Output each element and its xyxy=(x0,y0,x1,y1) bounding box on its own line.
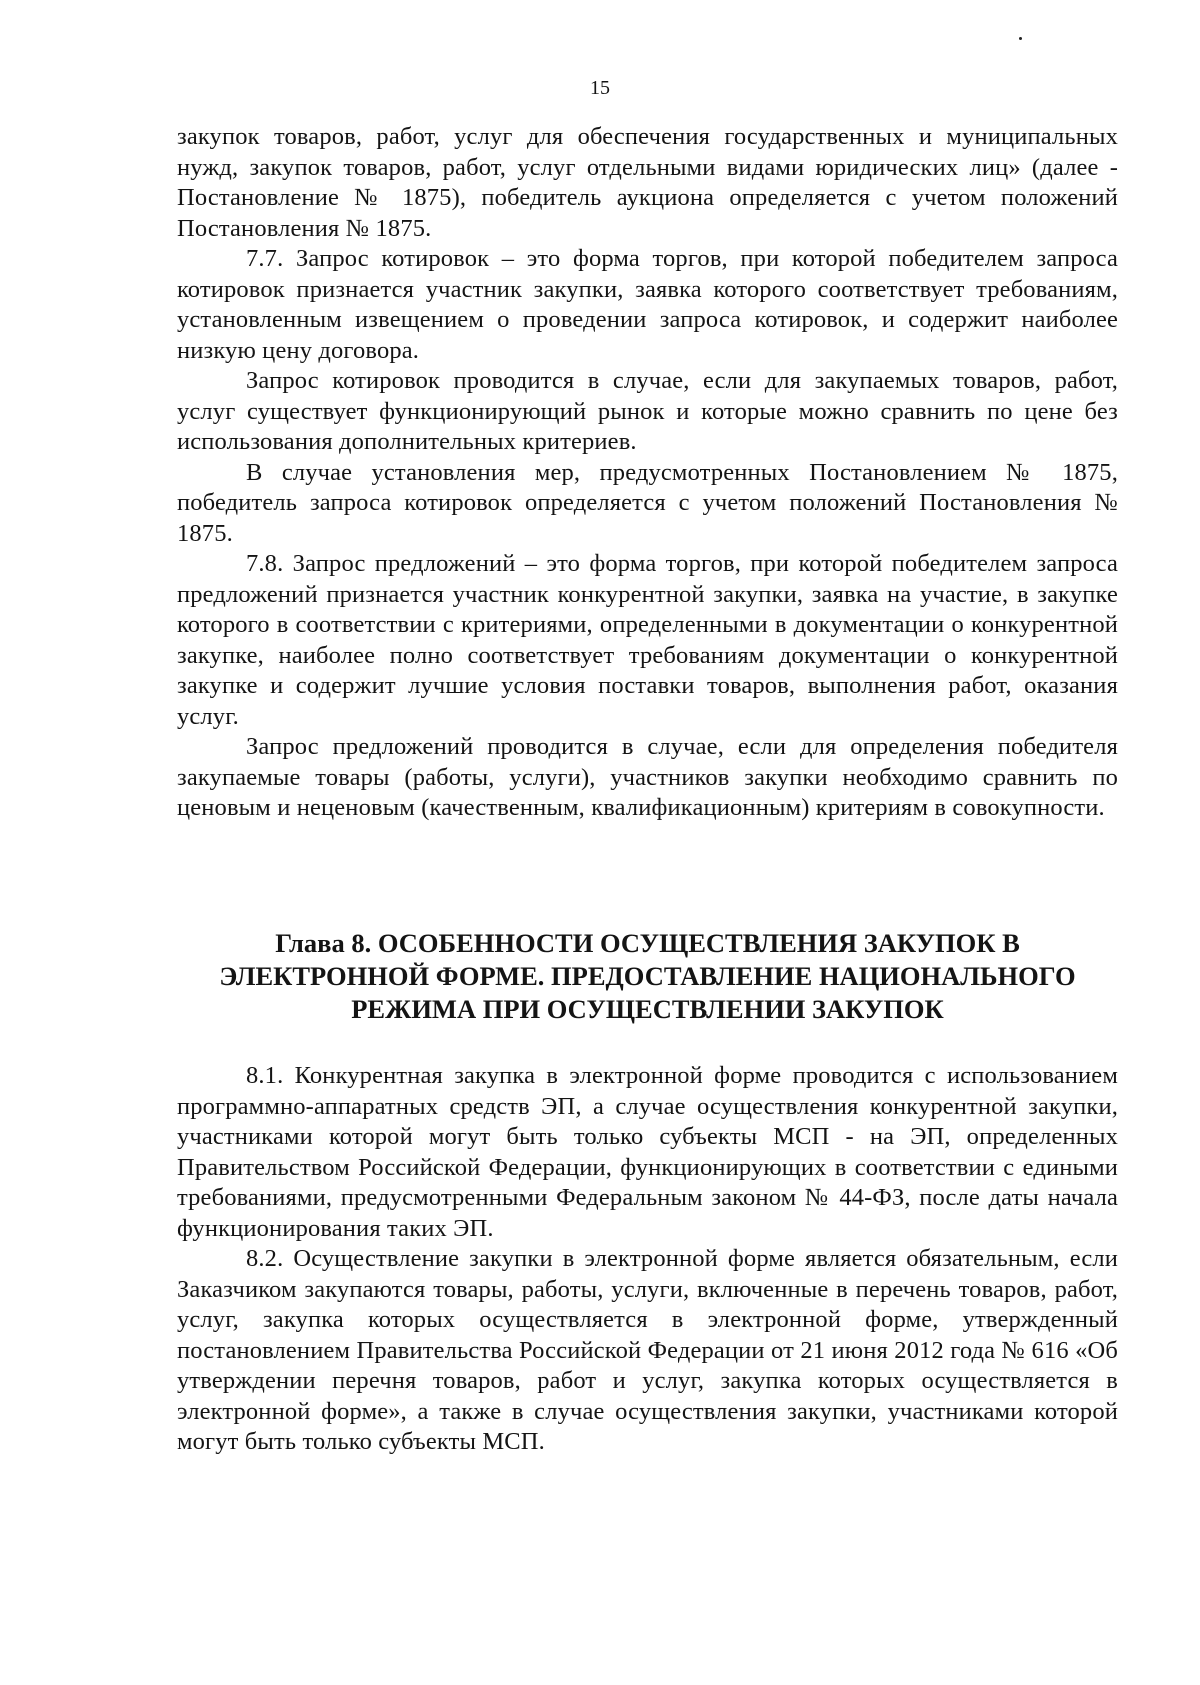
paragraph-7-7: 7.7. Запрос котировок – это форма торгов, при которой победителем запроса котировок признается участник закупки, заявка которого соответствует требованиям, установленным извещением о проведении запроса котировок, и содержит наиболее низкую цену договора. xyxy=(177,245,1118,364)
body-text-top xyxy=(177,122,1118,824)
paragraph-continuation: закупок товаров, работ, услуг для обеспечения государственных и муниципальных нужд, закупок товаров, работ, услуг отдельными видами юридических лиц» (далее - Постановление № 1875), победитель аукциона определяется с учетом положений Постановления № 1875. xyxy=(177,123,1118,242)
chapter-heading-line-2: ЭЛЕКТРОННОЙ ФОРМЕ. ПРЕДОСТАВЛЕНИЕ НАЦИОНАЛЬНОГО xyxy=(219,961,1076,991)
page-number: 15 xyxy=(590,77,610,99)
paragraph-7-8: 7.8. Запрос предложений – это форма торгов, при которой победителем запроса предложений признается участник конкурентной закупки, заявка на участие, в закупке которого в соответствии с критериями, определенными в документации о конкурентной закупке, наиболее полно соответствует требованиям документации о конкурентной закупке и содержит лучшие условия поставки товаров, выполнения работ, оказания услуг. xyxy=(177,550,1118,730)
paragraph-8-2: 8.2. Осуществление закупки в электронной форме является обязательным, если Заказчиком закупаются товары, работы, услуги, включенные в перечень товаров, работ, услуг, закупка которых осуществляется в электронной форме, утвержденный постановлением Правительства Российской Федерации от 21 июня 2012 года № 616 «Об утверждении перечня товаров, работ и услуг, закупка которых осуществляется в электронной форме», а также в случае осуществления закупки, участниками которой могут быть только субъекты МСП. xyxy=(177,1245,1118,1455)
chapter-heading-line-1: Глава 8. ОСОБЕННОСТИ ОСУЩЕСТВЛЕНИЯ ЗАКУПОК В xyxy=(275,928,1020,958)
paragraph-quotation-request: Запрос котировок проводится в случае, если для закупаемых товаров, работ, услуг существует функционирующий рынок и которые можно сравнить по цене без использования дополнительных критериев. xyxy=(177,367,1118,455)
chapter-heading-line-3: РЕЖИМА ПРИ ОСУЩЕСТВЛЕНИИ ЗАКУПОК xyxy=(351,994,944,1024)
scan-speck xyxy=(1019,37,1022,40)
body-text-bottom xyxy=(177,1061,1118,1458)
chapter-heading xyxy=(177,927,1118,1026)
paragraph-measures: В случае установления мер, предусмотренных Постановлением № 1875, победитель запроса котировок определяется с учетом положений Постановления № 1875. xyxy=(177,458,1118,547)
paragraph-8-1: 8.1. Конкурентная закупка в электронной форме проводится с использованием программно-аппаратных средств ЭП, а случае осуществления конкурентной закупки, участниками которой могут быть только субъекты МСП - на ЭП, определенных Правительством Российской Федерации, функционирующих в соответствии с едиными требованиями, предусмотренными Федеральным законом № 44-ФЗ, после даты начала функционирования таких ЭП. xyxy=(177,1062,1118,1242)
paragraph-proposal-request: Запрос предложений проводится в случае, если для определения победителя закупаемые товары (работы, услуги), участников закупки необходимо сравнить по ценовым и неценовым (качественным, квалификационным) критериям в совокупности. xyxy=(177,733,1118,821)
